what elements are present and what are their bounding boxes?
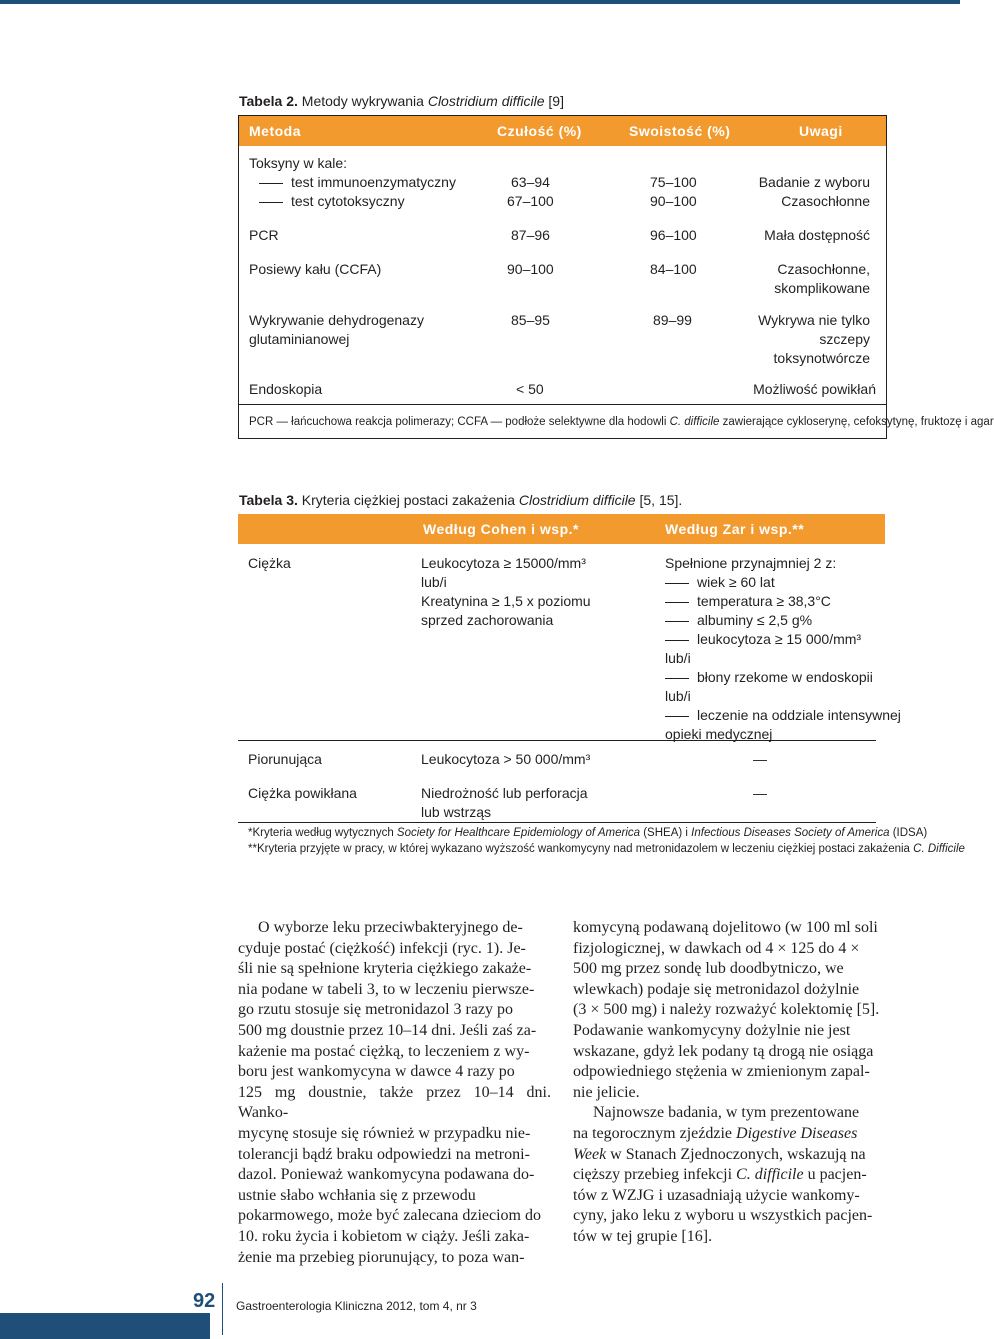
table3-header (238, 514, 885, 544)
right-line: Najnowsze badania, w tym prezentowane (593, 1104, 860, 1122)
complicated-cohen: Niedrożność lub perforacja lub wstrząs (421, 785, 588, 820)
left-line: śli nie są spełnione kryteria ciężkiego zakaże- (238, 960, 532, 978)
right-line: odpowiedniego stężenia w zmienionym zapal- (573, 1063, 870, 1081)
table2-header (239, 116, 886, 146)
pcr-sensitivity: 87–96 (511, 227, 550, 243)
table3-footnote-1: *Kryteria według wytycznych Society for Healthcare Epidemiology of America (SHEA) i Infectious Diseases Society of America (IDSA) (248, 827, 928, 839)
right-line: tów w tej grupie [16]. (573, 1227, 713, 1245)
gdh-sensitivity: 85–95 (511, 312, 550, 328)
severe-cohen: Leukocytoza ≥ 15000/mm³ lub/i Kreatynina ≥ 1,5 x poziomu sprzed zachorowania (421, 555, 591, 628)
table3-footnote-2: **Kryteria przyjęte w pracy, w której wykazano wyższość wankomycyny nad metronidazolem w leczeniu ciężkiej postaci zakażenia C. Difficile (248, 843, 965, 855)
row-complicated: Ciężka powikłana (248, 785, 357, 801)
ccfa-specificity: 84–100 (650, 261, 697, 277)
pcr-note: Mała dostępność (764, 227, 870, 243)
eia-specificity: 75–100 (650, 174, 697, 190)
header-sensitivity: Czułość (%) (497, 123, 582, 139)
left-line: dazol. Ponieważ wankomycyna podawana do- (238, 1166, 535, 1184)
left-line: pokarmowego, może być zalecana dzieciom do (238, 1207, 541, 1225)
left-line: go rzutu stosuje się metronidazol 3 razy po (238, 1001, 514, 1019)
journal-citation: Gastroenterologia Kliniczna 2012, tom 4, nr 3 (236, 1299, 477, 1313)
left-line: 125 mg doustnie, także przez 10–14 dni. Wanko- (238, 1083, 551, 1122)
left-line: mycynę stosuje się również w przypadku nie- (238, 1124, 531, 1142)
left-line: nia podane w tabeli 3, to w leczeniu pierwsze- (238, 980, 535, 998)
ccfa-note: Czasochłonne, skomplikowane (774, 261, 870, 296)
row-cytotoxic: test cytotoksyczny (259, 192, 405, 211)
fulminant-zar: — (753, 751, 767, 767)
right-line: tów z WZJG i uzasadniają użycie wankomy- (573, 1186, 860, 1204)
body-right-column (573, 918, 886, 1248)
right-line: Week w Stanach Zjednoczonych, wskazują na (573, 1145, 866, 1163)
gdh-specificity: 89–99 (653, 312, 692, 328)
top-color-bar (0, 0, 960, 4)
cyto-specificity: 90–100 (650, 193, 697, 209)
endo-sensitivity: < 50 (516, 381, 544, 397)
table2-title: Tabela 2. Metody wykrywania Clostridium difficile [9] (239, 93, 564, 109)
fulminant-cohen: Leukocytoza > 50 000/mm³ (421, 751, 591, 767)
right-line: na tegorocznym zjeździe Digestive Diseases (573, 1124, 858, 1142)
right-line: nie jelicie. (573, 1083, 640, 1101)
table3-mid-rule (238, 740, 876, 741)
table2-bottom-rule (239, 404, 886, 405)
row-severe: Ciężka (248, 555, 291, 571)
table3-title: Tabela 3. Kryteria ciężkiej postaci zakażenia Clostridium difficile [5, 15]. (239, 492, 683, 508)
right-line: komycyną podawaną dojelitowo (w 100 ml soli (573, 919, 878, 936)
table2 (238, 115, 994, 439)
footer-divider (222, 1283, 223, 1335)
header-cohen: Według Cohen i wsp.* (423, 521, 579, 537)
header-method: Metoda (249, 123, 301, 139)
left-line: 500 mg doustnie przez 10–14 dni. Jeśli zaś za- (238, 1021, 537, 1039)
gdh-note: Wykrywa nie tylko szczepy toksynotwórcze (758, 312, 870, 366)
right-line: fizjologicznej, w dawkach od 4 × 125 do 4 × (573, 939, 860, 957)
left-line: cyduje postać (ciężkość) infekcji (ryc. 1). Je- (238, 939, 526, 957)
cyto-note: Czasochłonne (781, 193, 870, 209)
right-line: cyny, jako leku z wyboru u wszystkich pacjen- (573, 1207, 873, 1225)
left-line: każenie ma postać ciężką, to leczeniem z wy- (238, 1042, 530, 1060)
row-ccfa: Posiewy kału (CCFA) (249, 261, 382, 277)
right-line: wlewkach) podaje się metronidazol dożylnie (573, 980, 860, 998)
right-line: wskazane, gdyż lek podany tą drogą nie osiąga (573, 1042, 874, 1060)
eia-sensitivity: 63–94 (511, 174, 550, 190)
table2-footnote: PCR — łańcuchowa reakcja polimerazy; CCFA — podłoże selektywne dla hodowli C. difficile zawierające cykloserynę, cefoksytynę, fruktozę i agar (249, 416, 994, 428)
ccfa-sensitivity: 90–100 (507, 261, 554, 277)
corner-color-bar (0, 1313, 210, 1339)
row-gdh: Wykrywanie dehydrogenazy glutaminianowej (249, 312, 424, 347)
header-zar: Według Zar i wsp.** (665, 521, 805, 537)
row-fulminant: Piorunująca (248, 751, 322, 767)
left-line: tolerancji bądź braku odpowiedzi na metroni- (238, 1145, 530, 1163)
right-line: 500 mg przez sondę lub doodbytniczo, we (573, 960, 844, 978)
right-line: Podawanie wankomycyny dożylnie nie jest (573, 1021, 851, 1039)
row-pcr: PCR (249, 227, 279, 243)
page-number: 92 (193, 1290, 216, 1312)
severe-zar: Spełnione przynajmniej 2 z: wiek ≥ 60 lat temperatura ≥ 38,3°C albuminy ≤ 2,5 g% leukocytoza ≥ 15 000/mm³ lub/i błony rzekome w endoskopii lub/i leczenie na oddziale intensywnej opieki medycznej (665, 555, 901, 742)
cyto-sensitivity: 67–100 (507, 193, 554, 209)
table3-bottom-rule (238, 822, 876, 823)
table3 (238, 514, 901, 826)
header-notes: Uwagi (799, 123, 843, 139)
left-line: 10. roku życia i kobietom w ciąży. Jeśli zaka- (238, 1227, 530, 1245)
eia-note: Badanie z wyboru (758, 174, 870, 190)
row-endoscopy: Endoskopia (249, 381, 323, 397)
pcr-specificity: 96–100 (650, 227, 697, 243)
left-line: ustnie słabo wchłania się z przewodu (238, 1186, 476, 1204)
left-line: O wyborze leku przeciwbakteryjnego de- (258, 919, 523, 936)
row-toxins-label: Toksyny w kale: (249, 155, 348, 171)
left-line: żenie ma przebieg piorunujący, to poza wan- (238, 1248, 525, 1266)
row-eia: test immunoenzymatyczny (259, 173, 456, 192)
right-line: (3 × 500 mg) i należy rozważyć kolektomię [5]. (573, 1001, 880, 1019)
right-line: cięższy przebieg infekcji C. difficile u pacjen- (573, 1166, 867, 1184)
body-left-column (238, 918, 551, 1268)
endo-note: Możliwość powikłań (753, 381, 876, 397)
header-specificity: Swoistość (%) (629, 123, 731, 139)
complicated-zar: — (753, 785, 767, 801)
left-line: boru jest wankomycyna w dawce 4 razy po (238, 1063, 515, 1081)
